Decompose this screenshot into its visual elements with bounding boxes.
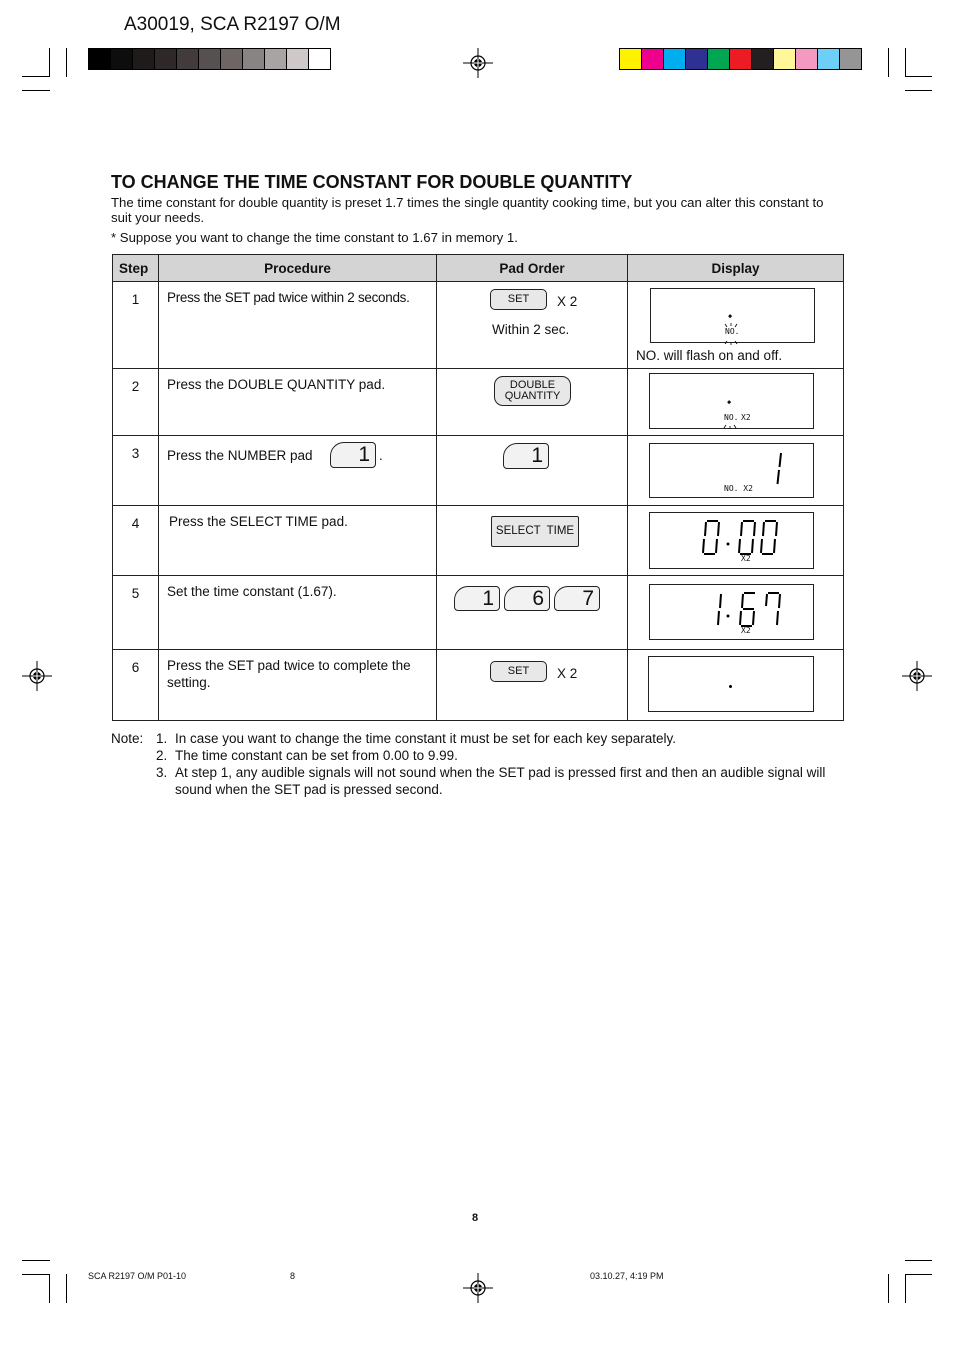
pad-order-cell [437,576,628,650]
table-row [113,369,844,436]
table-header-row [113,255,844,282]
lcd-display [648,656,814,712]
process-color-bar [619,48,862,70]
lcd-display [649,512,814,569]
procedure-label: Press the SELECT TIME pad. [169,514,348,529]
note-number: 3. [156,765,168,780]
lcd-display [649,584,814,640]
note-text: At step 1, any audible signals will not sound when the SET pad is pressed first and then an audible signal will sound when the SET pad is pressed second. [175,765,826,798]
crop-mark [22,1260,50,1261]
number-1-pad-button[interactable]: 1 [454,586,500,611]
footer-page: 8 [290,1271,296,1281]
lcd-digit [772,451,786,487]
registration-mark-icon [463,1273,493,1303]
section-heading: TO CHANGE THE TIME CONSTANT FOR DOUBLE QUANTITY [111,172,633,192]
registration-mark-icon [902,661,932,691]
table-row [113,506,844,576]
color-swatch [840,49,861,69]
color-swatch [642,49,664,69]
procedure-text [159,506,437,576]
note-text: In case you want to change the time constant it must be set for each key separately. [175,731,677,746]
color-swatch [199,49,221,69]
step-number: 5 [113,576,159,650]
lcd-indicator-dot: ◆ [727,398,732,406]
lcd-indicator-dot: ◆ [728,312,733,320]
pad-order-cell [437,282,628,369]
registration-mark-icon [22,661,52,691]
step-number: 1 [113,282,159,369]
column-header-pad-order: Pad Order [437,255,628,282]
registration-mark-icon [463,48,493,78]
procedure-text [159,650,437,721]
procedure-label: Press the SET pad twice within 2 seconds. [167,290,410,305]
color-swatch [155,49,177,69]
color-swatch [818,49,840,69]
crop-mark [888,48,889,77]
crop-mark [22,76,50,77]
lcd-digits-1-67 [716,591,788,629]
color-swatch [796,49,818,69]
crop-mark [49,1274,50,1303]
color-swatch [620,49,642,69]
lcd-digits-0-00 [702,519,788,557]
display-cell [628,650,844,721]
color-swatch [133,49,155,69]
number-6-pad-button[interactable]: 6 [504,586,550,611]
example-note: * Suppose you want to change the time constant to 1.67 in memory 1. [111,230,518,245]
crop-mark [905,1274,906,1303]
press-count: X 2 [557,666,578,681]
press-count: X 2 [557,294,578,309]
crop-mark [905,76,932,77]
color-swatch [177,49,199,69]
color-swatch [309,49,330,69]
color-swatch [730,49,752,69]
pad-order-cell [437,436,628,506]
procedure-text [159,369,437,436]
column-header-display: Display [628,255,844,282]
color-swatch [708,49,730,69]
lcd-no-x2-label: NO. X2 [724,484,753,493]
lcd-no-label: NO. [725,327,740,336]
note-number: 1. [156,731,168,746]
steps-table [112,254,844,721]
set-pad-button[interactable]: SET [490,289,547,310]
procedure-tail: . [379,448,383,463]
color-swatch [287,49,309,69]
column-header-procedure: Procedure [159,255,437,282]
footer-timestamp: 03.10.27, 4:19 PM [590,1271,664,1281]
color-swatch [265,49,287,69]
notes-label: Note: [111,731,144,746]
display-cell [628,576,844,650]
procedure-text [159,436,437,506]
display-cell [628,506,844,576]
number-1-pad-button[interactable]: 1 [503,443,549,469]
page-number: 8 [472,1212,479,1224]
number-7-pad-button[interactable]: 7 [554,586,600,611]
lcd-colon-dot [729,685,732,688]
display-cell [628,282,844,369]
flash-indicator-icon [723,323,739,345]
crop-mark [905,48,906,77]
lcd-x2-label: X2 [741,554,751,563]
color-swatch [221,49,243,69]
procedure-label: Press the NUMBER pad [167,448,313,463]
crop-mark [905,1260,932,1261]
crop-mark [49,48,50,77]
procedure-label: Set the time constant (1.67). [167,584,337,599]
procedure-label: Press the SET pad twice to complete the setting. [167,658,411,690]
crop-mark [22,1274,50,1275]
display-cell [628,369,844,436]
color-swatch [243,49,265,69]
lcd-x2-label: X2 [741,413,751,422]
step-number: 3 [113,436,159,506]
display-cell [628,436,844,506]
step-number: 6 [113,650,159,721]
pad-order-cell [437,650,628,721]
color-swatch [686,49,708,69]
lcd-x2-label: X2 [741,626,751,635]
number-1-key-inline: 1 [330,442,376,468]
procedure-label: Press the DOUBLE QUANTITY pad. [167,377,386,392]
color-swatch [752,49,774,69]
crop-mark [66,48,67,77]
timing-note: Within 2 sec. [492,322,570,337]
color-swatch [774,49,796,69]
grayscale-color-bar [88,48,331,70]
document-id: A30019, SCA R2197 O/M [124,14,341,35]
color-swatch [111,49,133,69]
table-row [113,282,844,369]
lcd-display [649,373,814,429]
column-header-step: Step [113,255,159,282]
table-row [113,650,844,721]
lcd-display [650,288,815,343]
table-row [113,436,844,506]
footer-file-name: SCA R2197 O/M P01-10 [88,1271,187,1281]
note-number: 2. [156,748,168,763]
intro-paragraph: The time constant for double quantity is preset 1.7 times the single quantity cooking time, but you can alter this constant to suit your needs. [111,195,824,225]
pad-order-cell [437,369,628,436]
procedure-text [159,576,437,650]
color-swatch [664,49,686,69]
crop-mark [905,1274,932,1275]
set-pad-button[interactable]: SET [490,661,547,682]
procedure-text [159,282,437,369]
step-number: 2 [113,369,159,436]
display-note: NO. will flash on and off. [636,348,783,363]
crop-mark [905,90,932,91]
select-time-pad-button[interactable]: SELECT TIME [491,516,579,547]
color-swatch [89,49,111,69]
double-quantity-pad-button[interactable] [494,376,571,406]
lcd-no-label: NO. [724,413,739,422]
step-number: 4 [113,506,159,576]
pad-order-cell [437,506,628,576]
crop-mark [888,1274,889,1303]
key-line-2: QUANTITY [504,390,561,402]
table-row [113,576,844,650]
lcd-display [649,443,814,498]
crop-mark [22,90,50,91]
note-text: The time constant can be set from 0.00 to 9.99. [175,748,458,763]
crop-mark [66,1274,67,1303]
flash-indicator-icon [722,409,738,429]
key-line-1: DOUBLE [509,379,556,391]
